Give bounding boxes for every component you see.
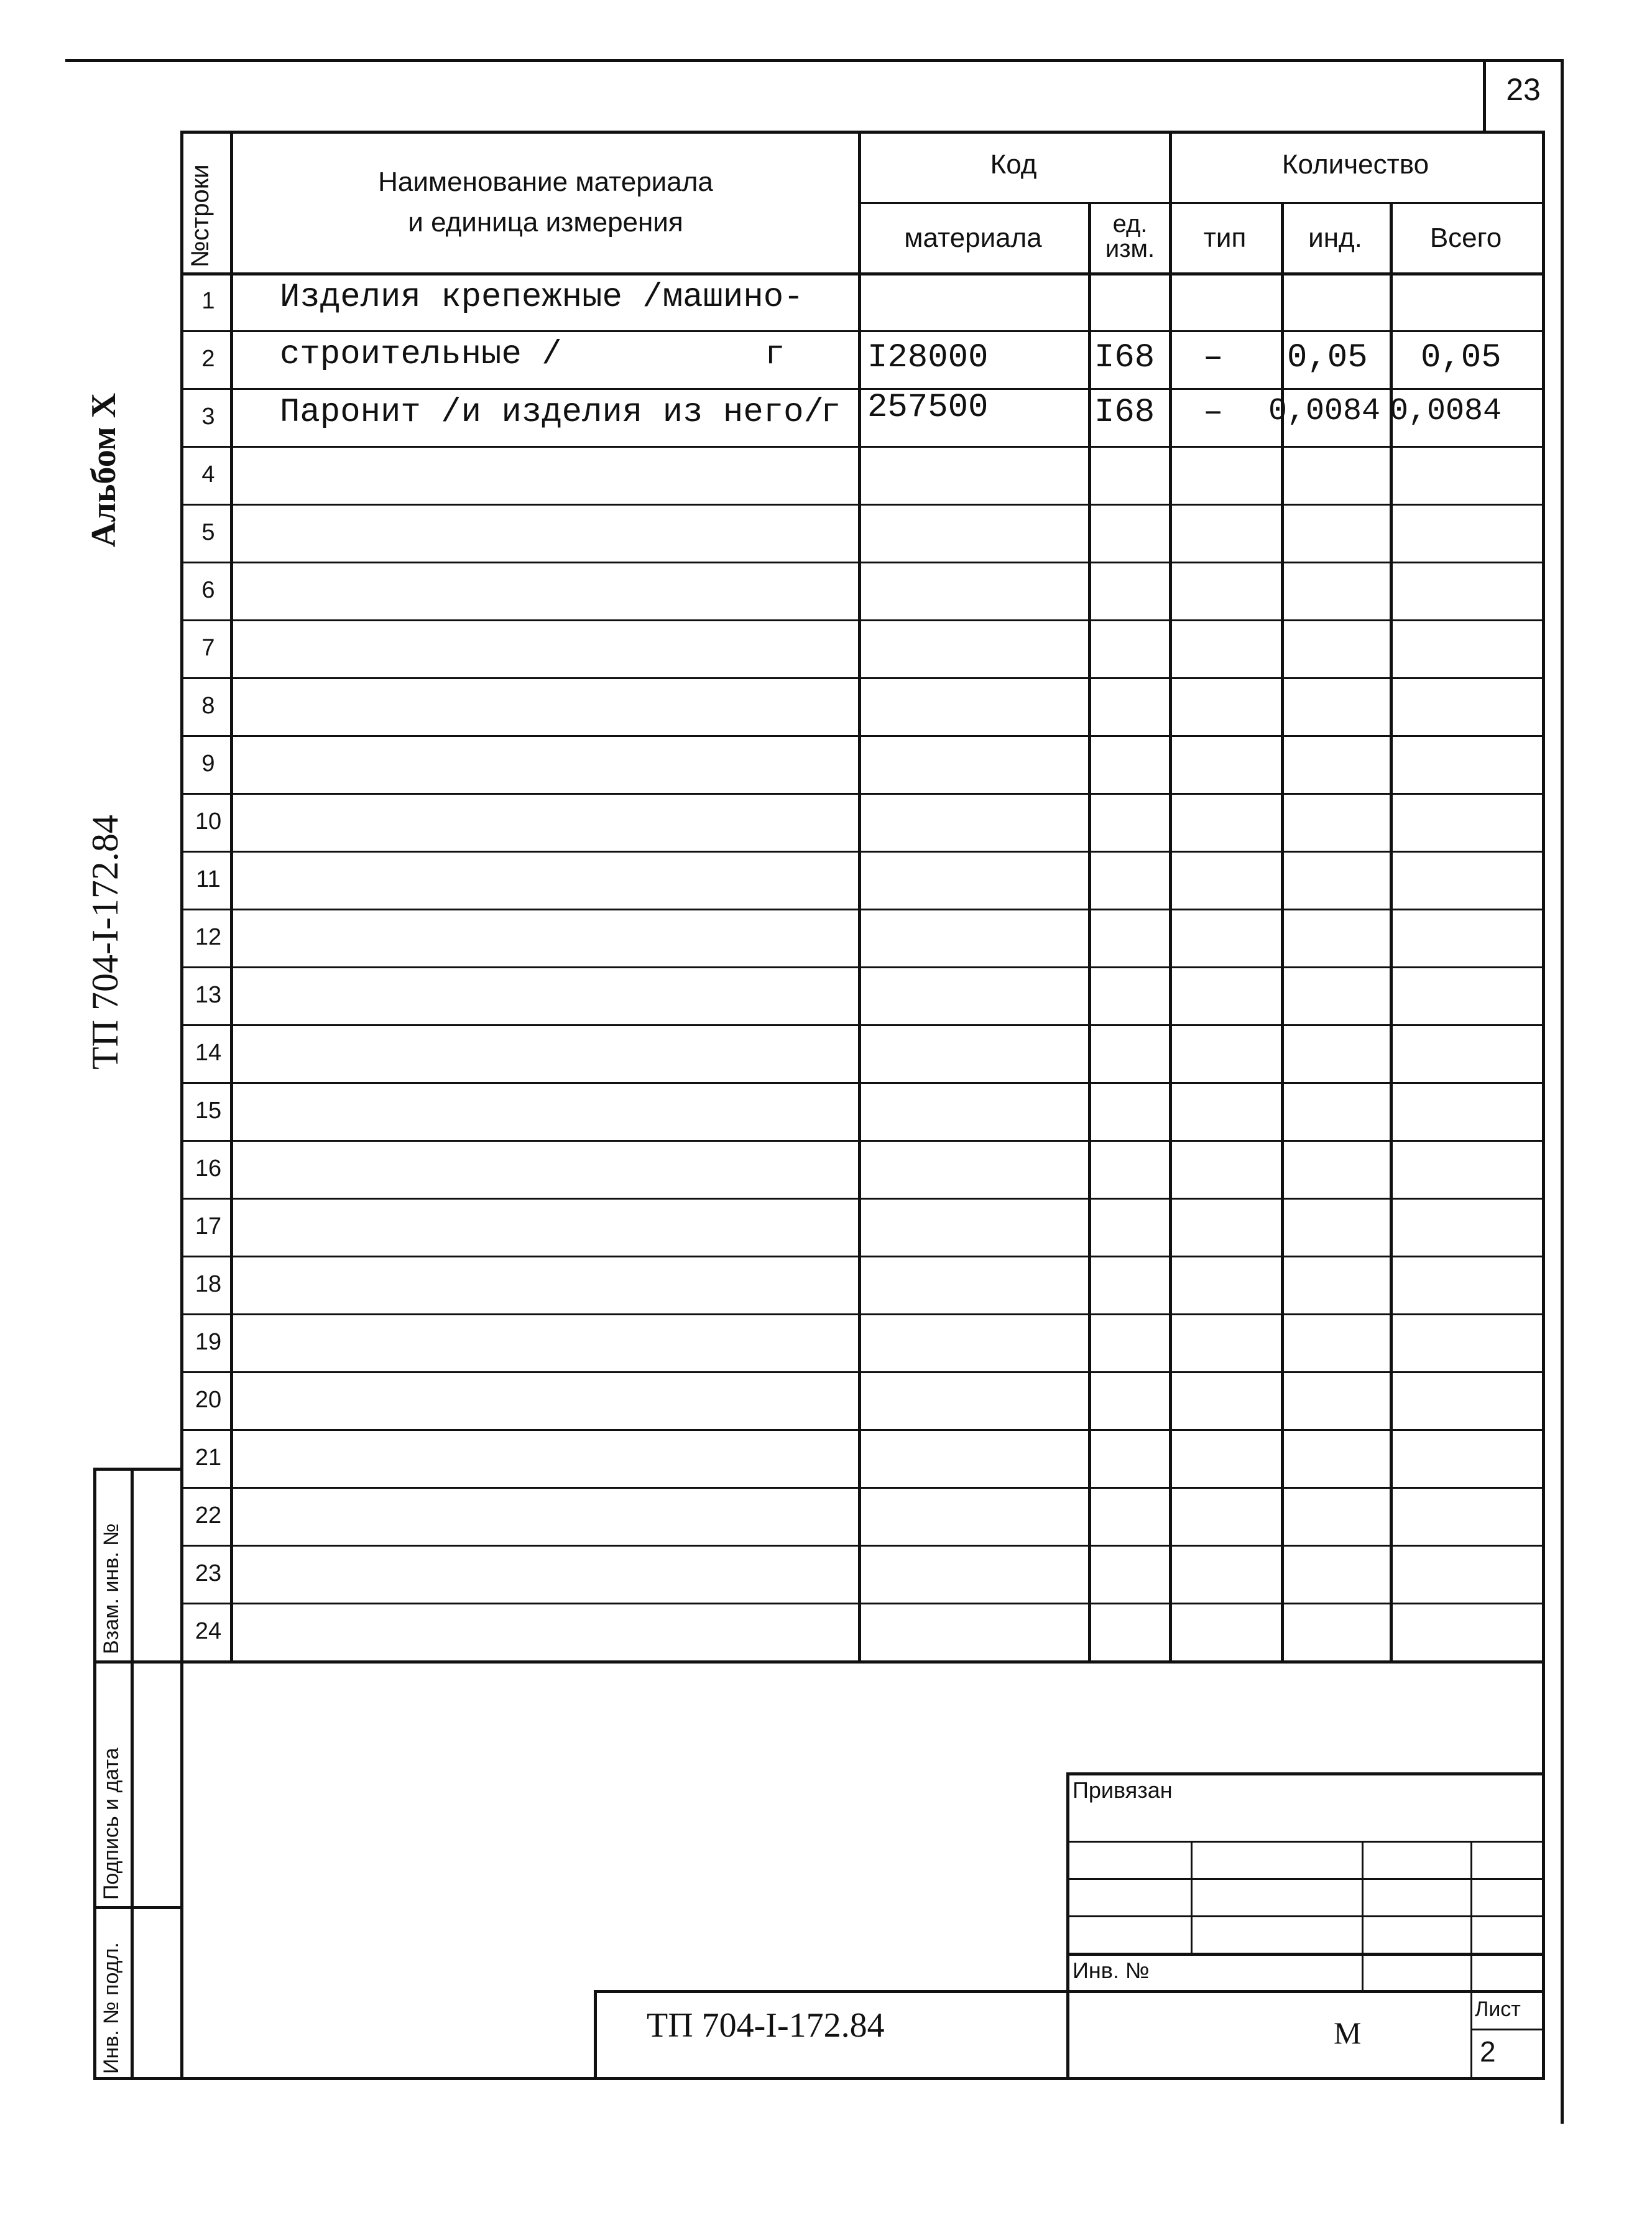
row-3-ind: 0,0084 bbox=[1268, 394, 1381, 429]
row-number: 19 bbox=[195, 1329, 222, 1355]
row-divider bbox=[180, 330, 1545, 332]
album-label: Альбом X bbox=[85, 392, 123, 547]
table-top-border bbox=[180, 131, 1545, 134]
header-bottom-line bbox=[180, 272, 1545, 275]
row-divider bbox=[180, 1603, 1545, 1604]
col-unit-divider bbox=[1169, 131, 1172, 1660]
col-rownum-divider bbox=[230, 131, 233, 1660]
row-divider bbox=[180, 562, 1545, 563]
row-number: 6 bbox=[201, 577, 215, 603]
row-3-unit: I68 bbox=[1094, 394, 1155, 432]
table-right-border bbox=[1542, 131, 1545, 2077]
row-3-code: 257500 bbox=[867, 389, 989, 427]
stamp-designation: ТП 704-I-172.84 bbox=[647, 2006, 885, 2045]
row-divider bbox=[180, 504, 1545, 506]
row-2-type: – bbox=[1203, 339, 1224, 377]
row-2-total: 0,05 bbox=[1421, 339, 1502, 377]
row-divider bbox=[180, 1024, 1545, 1026]
label-podpis-data: Подпись и дата bbox=[99, 1747, 123, 1900]
row-number: 14 bbox=[195, 1040, 222, 1066]
row-3-name: Паронит /и изделия из него/ bbox=[280, 394, 824, 432]
sideblock-mid-border bbox=[131, 1468, 134, 2077]
header-code-unit-1: ед. bbox=[1112, 210, 1148, 238]
row-2-code: I28000 bbox=[867, 339, 989, 377]
row-3-name-unit: г bbox=[821, 394, 841, 432]
row-divider bbox=[180, 1545, 1545, 1547]
stamp-privyazan: Привязан bbox=[1073, 1777, 1173, 1803]
row-number: 2 bbox=[201, 346, 215, 372]
stamp-stage: М bbox=[1334, 2016, 1362, 2050]
row-2-ind: 0,05 bbox=[1287, 339, 1368, 377]
row-2-unit: I68 bbox=[1094, 339, 1155, 377]
row-divider bbox=[180, 446, 1545, 448]
row-2-name: строительные / bbox=[280, 336, 562, 374]
row-number: 17 bbox=[195, 1213, 222, 1239]
stamp-inv-no: Инв. № bbox=[1073, 1958, 1150, 1983]
stamp-line-d bbox=[1066, 1953, 1545, 1956]
row-number: 1 bbox=[201, 288, 215, 314]
outer-right-border bbox=[1561, 59, 1564, 2124]
row-divider bbox=[180, 388, 1545, 390]
col-code-divider bbox=[1088, 202, 1091, 1660]
header-qty-type: тип bbox=[1203, 223, 1247, 253]
row-number: 13 bbox=[195, 982, 222, 1008]
row-number: 20 bbox=[195, 1387, 222, 1413]
row-divider bbox=[180, 1429, 1545, 1431]
sheet-label-line bbox=[1470, 2029, 1545, 2030]
row-number: 24 bbox=[195, 1618, 222, 1644]
header-qty-total: Всего bbox=[1429, 223, 1502, 253]
sheet-number: 23 bbox=[1506, 72, 1541, 107]
row-divider bbox=[180, 851, 1545, 853]
header-row-no: №строки bbox=[187, 164, 214, 267]
row-3-total: 0,0084 bbox=[1390, 394, 1502, 429]
header-quantity: Количество bbox=[1281, 149, 1429, 180]
row-number: 9 bbox=[201, 751, 215, 777]
header-code-material: материала bbox=[904, 223, 1042, 253]
row-number: 12 bbox=[195, 924, 222, 950]
row-number: 16 bbox=[195, 1155, 222, 1182]
designation-top bbox=[594, 1990, 1545, 1993]
row-divider bbox=[180, 1487, 1545, 1489]
row-number: 22 bbox=[195, 1502, 222, 1529]
header-code: Код bbox=[990, 149, 1037, 180]
row-divider bbox=[180, 1313, 1545, 1315]
stamp-sheet-value: 2 bbox=[1480, 2035, 1496, 2068]
stamp-top bbox=[1066, 1772, 1545, 1775]
sideblock-bottom bbox=[93, 2077, 1545, 2080]
row-number: 5 bbox=[201, 519, 215, 545]
stamp-col-c bbox=[1470, 1841, 1472, 2077]
row-number: 7 bbox=[201, 635, 215, 661]
row-number: 21 bbox=[195, 1445, 222, 1471]
sheet-number-box-left bbox=[1483, 59, 1486, 134]
row-number: 11 bbox=[196, 866, 221, 892]
top-border bbox=[65, 59, 1564, 62]
row-divider bbox=[180, 1140, 1545, 1142]
stamp-left bbox=[1066, 1772, 1069, 2077]
stamp-line-a bbox=[1066, 1841, 1545, 1843]
col-name-divider bbox=[858, 131, 861, 1660]
row-number: 10 bbox=[195, 808, 222, 835]
sideblock-line-1 bbox=[93, 1660, 180, 1664]
row-number: 15 bbox=[195, 1098, 222, 1124]
designation-left bbox=[594, 1990, 597, 2077]
stamp-line-b bbox=[1066, 1878, 1545, 1880]
stamp-sheet-label: Лист bbox=[1475, 1997, 1521, 2021]
header-name-line2: и единица измерения bbox=[408, 207, 683, 238]
row-divider bbox=[180, 1198, 1545, 1200]
row-divider bbox=[180, 1082, 1545, 1084]
row-3-type: – bbox=[1203, 394, 1224, 432]
header-mid-line bbox=[858, 202, 1542, 204]
row-number: 23 bbox=[195, 1560, 222, 1586]
row-number: 4 bbox=[201, 461, 215, 488]
stamp-col-a bbox=[1191, 1841, 1193, 1953]
label-vzam-inv: Взам. инв. № bbox=[99, 1523, 123, 1654]
row-divider bbox=[180, 793, 1545, 795]
sideblock-left-border bbox=[93, 1468, 96, 2077]
stamp-line-c bbox=[1066, 1915, 1545, 1917]
table-left-border bbox=[180, 131, 183, 2077]
row-1-name: Изделия крепежные /машино- bbox=[280, 279, 804, 317]
row-number: 3 bbox=[201, 404, 215, 430]
stamp-col-b bbox=[1362, 1841, 1364, 1990]
row-2-name-unit: г bbox=[765, 336, 785, 374]
row-divider bbox=[180, 966, 1545, 968]
row-divider bbox=[180, 1256, 1545, 1257]
header-code-unit-2: изм. bbox=[1105, 235, 1155, 262]
row-number: 18 bbox=[195, 1271, 222, 1297]
label-inv-podl: Инв. № подл. bbox=[99, 1942, 123, 2074]
sideblock-top bbox=[93, 1468, 180, 1471]
table-bottom-line bbox=[180, 1660, 1545, 1664]
row-divider bbox=[180, 677, 1545, 679]
project-code-vertical: ТП 704-I-172.84 bbox=[85, 815, 126, 1070]
header-qty-ind: инд. bbox=[1308, 223, 1362, 253]
sideblock-line-2 bbox=[93, 1906, 180, 1909]
row-divider bbox=[180, 735, 1545, 737]
row-number: 8 bbox=[201, 693, 215, 719]
row-divider bbox=[180, 909, 1545, 910]
header-name-line1: Наименование материала bbox=[378, 167, 713, 197]
row-divider bbox=[180, 1371, 1545, 1373]
row-divider bbox=[180, 619, 1545, 621]
